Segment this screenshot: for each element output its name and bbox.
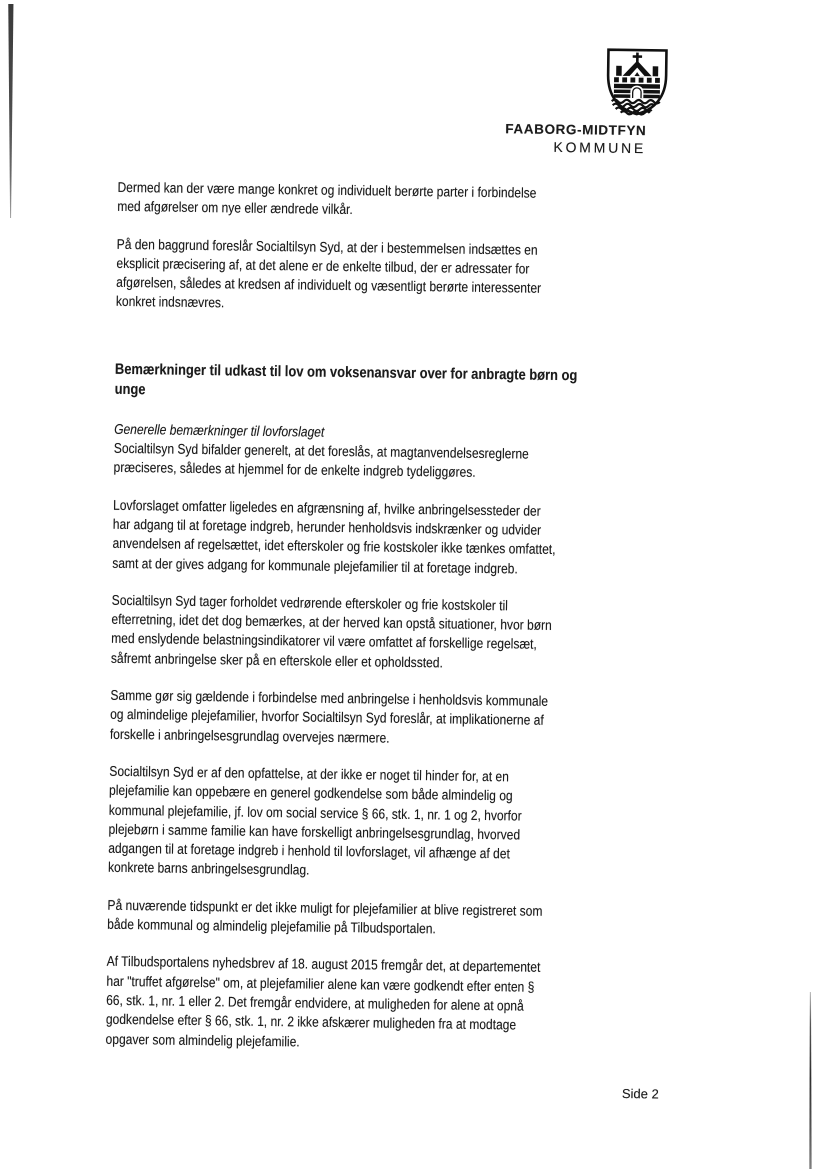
body-paragraph-6: På nuværende tidspunkt er det ikke muligt for plejefamilier at blive registreret som både kommunal og almindelig plejefamilie på Tilbudsportalen.: [107, 896, 543, 937]
intro-paragraph-2: På den baggrund foreslår Socialtilsyn Syd, at der i bestemmelsen indsættes en eksplicit præcisering af, at det alene er de enkelte tilbud, der er adressater for afgørelsen, således at kredsen af individuelt og væsentligt berørte interessenter konkret indsnævres.: [115, 235, 542, 311]
body-paragraph-3: Socialtilsyn Syd tager forholdet vedrørende efterskoler og frie kostskoler til efterretning, idet det dog bemærkes, at der herved kan opstå situationer, hvor børn med enslydende belastningsindikatorer vil være omfattet af forskellige regelsæt, såfremt anbringelse sker på en efterskole eller et opholdssted.: [110, 591, 552, 671]
letter-body: [105, 178, 675, 1074]
body-paragraph-4: Samme gør sig gældende i forbindelse med anbringelse i henholdsvis kommunale og almindelige plejefamilier, hvorfor Socialtilsyn Syd foreslår, at implikationerne af forskelle i anbringelsesgrundlag overvejes nærmere.: [109, 686, 549, 746]
org-name-line2: KOMMUNE: [553, 138, 647, 157]
municipality-coat-of-arms-icon: [604, 47, 669, 123]
body-paragraph-2: Lovforslaget omfatter ligeledes en afgrænsning af, hvilke anbringelsessteder der har adgang til at foretage indgreb, herunder henholdsvis indskrænker og udvider anvendelsen af regelsættet, idet efterskoler og frie kostskoler ikke tænkes omfattet, samt at der gives adgang for kommunale plejefamilier til at foretage indgreb.: [112, 496, 556, 577]
organization-name: [420, 119, 646, 157]
body-paragraph-5: Socialtilsyn Syd er af den opfattelse, at der ikke er noget til hinder for, at en plejefamilie kan oppebære en generel godkendelse som både almindelig og kommunal plejefamilie, jf. lov om social service § 66, stk. 1, nr. 1 og 2, hvorfor plejebørn i samme familie kan have forskelligt anbringelsesgrundlag, hvorved adgangen til at foretage indgreb i henhold til lovforslaget, vil afhænge af det konkrete barns anbringelsesgrundlag.: [107, 762, 522, 878]
page-number-label: Side 2: [621, 1085, 659, 1102]
subsection-heading: Generelle bemærkninger til lovforslaget: [114, 420, 325, 440]
body-paragraph-7: Af Tilbudsportalens nyhedsbrev af 18. august 2015 fremgår det, at departementet har "truffet afgørelse" om, at plejefamilier alene kan være godkendt efter enten § 66, stk. 1, nr. 1 eller 2. Det fremgår endvidere, at muligheden for alene at opnå godkendelse efter § 66, stk. 1, nr. 2 ikke afskærer muligheden fra at modtage opgaver som almindelig plejefamilie.: [105, 953, 541, 1049]
org-name-line1: FAABORG-MIDTFYN: [505, 121, 647, 139]
section-heading: Bemærkninger til udkast til lov om voksenansvar over for anbragte børn og unge: [114, 360, 578, 399]
body-paragraph-1: Socialtilsyn Syd bifalder generelt, at det foreslås, at magtanvendelsesreglerne præciseres, således at hjemmel for de enkelte indgreb tydeliggøres.: [113, 439, 529, 481]
intro-paragraph-1: Dermed kan der være mange konkret og individuelt berørte parter i forbindelse med afgørelser om nye eller ændrede vilkår.: [117, 178, 537, 218]
